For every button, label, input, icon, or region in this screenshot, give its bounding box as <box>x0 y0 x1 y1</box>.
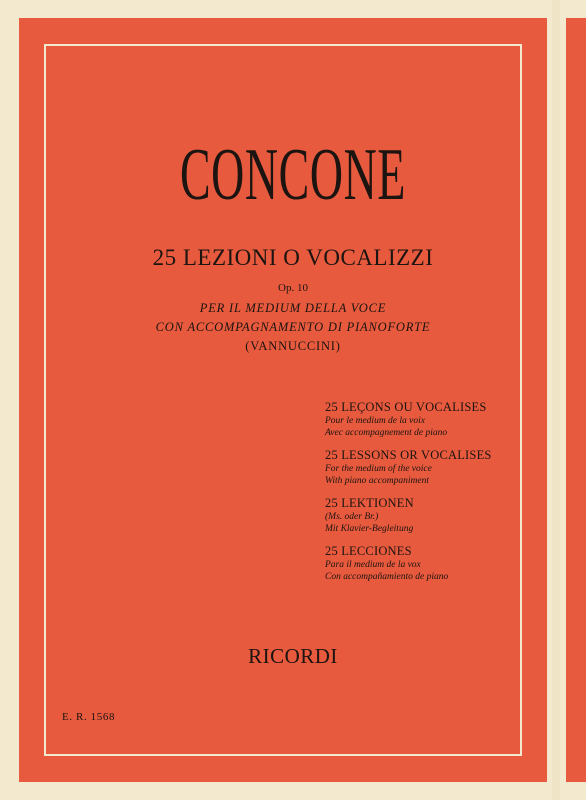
opus-number: Op. 10 <box>278 282 308 294</box>
translation-title: 25 LEKTIONEN <box>325 496 414 510</box>
translation-title: 25 LECCIONES <box>325 544 412 558</box>
translations-list <box>325 400 525 592</box>
catalog-number: E. R. 1568 <box>62 711 116 723</box>
translation-english <box>325 448 525 487</box>
translation-title: 25 LESSONS OR VOCALISES <box>325 448 492 462</box>
translation-line: For the medium of the voice <box>325 464 432 474</box>
translation-line: Pour le medium de la voix <box>325 416 425 426</box>
subtitle-line: PER IL MEDIUM DELLA VOCE <box>199 301 387 315</box>
composer-name: CONCONE <box>179 134 407 216</box>
work-title: 25 LEZIONI O VOCALIZZI <box>152 245 434 270</box>
subtitle-line: CON ACCOMPAGNAMENTO DI PIANOFORTE <box>155 320 431 334</box>
editor-name: (VANNUCCINI) <box>245 339 341 353</box>
translation-line: Avec accompagnement de piano <box>325 428 448 438</box>
translation-line: Con accompañamiento de piano <box>325 572 449 582</box>
publisher-name: RICORDI <box>248 644 338 668</box>
paper-gap <box>552 0 560 800</box>
translation-spanish <box>325 544 525 583</box>
translation-line: Mit Klavier-Begleitung <box>325 524 414 534</box>
translation-german <box>325 496 525 535</box>
translation-line: Para il medium de la vox <box>325 560 421 570</box>
translation-french <box>325 400 525 439</box>
translation-title: 25 LEÇONS OU VOCALISES <box>325 400 487 414</box>
translation-line: (Ms. oder Br.) <box>325 512 379 522</box>
translation-line: With piano accompaniment <box>325 476 429 486</box>
red-edge-stripe <box>566 18 586 782</box>
